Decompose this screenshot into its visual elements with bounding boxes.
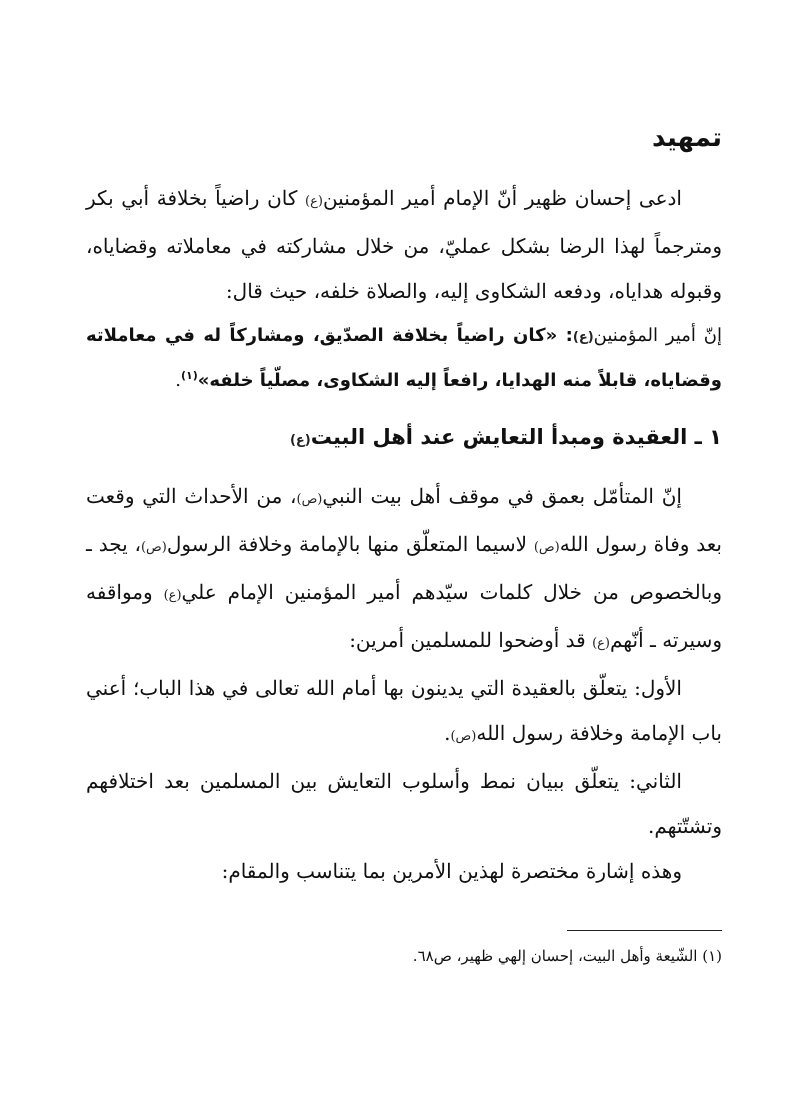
first-point-paragraph: [86, 666, 722, 759]
para-text-f: قد أوضحوا للمسلمين أمرين:: [349, 628, 593, 652]
section-heading: [86, 418, 722, 460]
footnote-marker: (١): [180, 369, 198, 382]
quote-paragraph: [86, 314, 722, 402]
honorific-symbol: (ص): [296, 492, 323, 507]
honorific-symbol: (ع): [592, 636, 610, 651]
intro-text-end: كان راضياً بخلافة أبي بكر ومترجماً لهذا الرضا بشكل عمليّ، من خلال مشاركته في معاملاته وقضاياه، وقبوله هداياه، ودفعه الشكاوى إليه، والصلاة خلفه، حيث قال:: [86, 186, 722, 303]
first-point-text: الأول: يتعلّق بالعقيدة التي يدينون بها أمام الله تعالى في هذا الباب؛ أعني باب الإمامة وخلافة رسول الله: [86, 676, 722, 745]
honorific-symbol: (ص): [533, 540, 560, 555]
honorific-symbol: (ع): [163, 588, 182, 603]
honorific-symbol: (ع): [305, 194, 323, 209]
para-text-d: ، يجد ـ وبالخصوص من خلال كلمات سيّدهم أمير المؤمنين الإمام علي: [86, 532, 722, 604]
closing-paragraph: وهذه إشارة مختصرة لهذين الأمرين بما يتناسب والمقام:: [221, 859, 682, 883]
honorific-symbol: (ص): [450, 729, 477, 744]
intro-text-start: ادعى إحسان ظهير أنّ الإمام أمير المؤمنين: [322, 186, 682, 210]
para-text-b: ، من الأحداث التي وقعت بعد وفاة رسول الله: [86, 484, 722, 556]
quote-lead: إنّ أمير المؤمنين: [593, 325, 722, 346]
first-point-end: .: [444, 721, 451, 745]
honorific-symbol: (ع): [572, 330, 594, 345]
honorific-symbol: (ص): [140, 540, 167, 555]
footnote: (١) الشّيعة وأهل البيت، إحسان إلهي ظهير، ص٦٨.: [412, 947, 722, 965]
quote-text: : «كان راضياً بخلافة الصدّيق، ومشاركاً له في معاملاته وقضاياه، قابلاً منه الهدايا، رافعاً إليه الشكاوى، مصلّياً خلفه»: [86, 325, 722, 391]
section-paragraph: [86, 474, 722, 666]
para-text-e: ومواقفه وسيرته ـ أنّهم: [86, 580, 722, 652]
para-text-c: لاسيما المتعلّق منها بالإمامة وخلافة الرسول: [166, 532, 534, 556]
page-body: [86, 118, 722, 894]
intro-paragraph: [86, 176, 722, 314]
second-point-paragraph: الثاني: يتعلّق ببيان نمط وأسلوب التعايش بين المسلمين بعد اختلافهم وتشتّتهم.: [86, 769, 722, 838]
page-title: تمهيد: [652, 123, 722, 153]
section-heading-text: ١ ـ العقيدة ومبدأ التعايش عند أهل البيت: [310, 425, 722, 449]
quote-end: .: [175, 370, 181, 391]
para-text-a: إنّ المتأمّل بعمق في موقف أهل بيت النبي: [322, 484, 682, 508]
honorific-symbol: (ع): [289, 433, 311, 448]
footnote-divider: [567, 930, 722, 931]
